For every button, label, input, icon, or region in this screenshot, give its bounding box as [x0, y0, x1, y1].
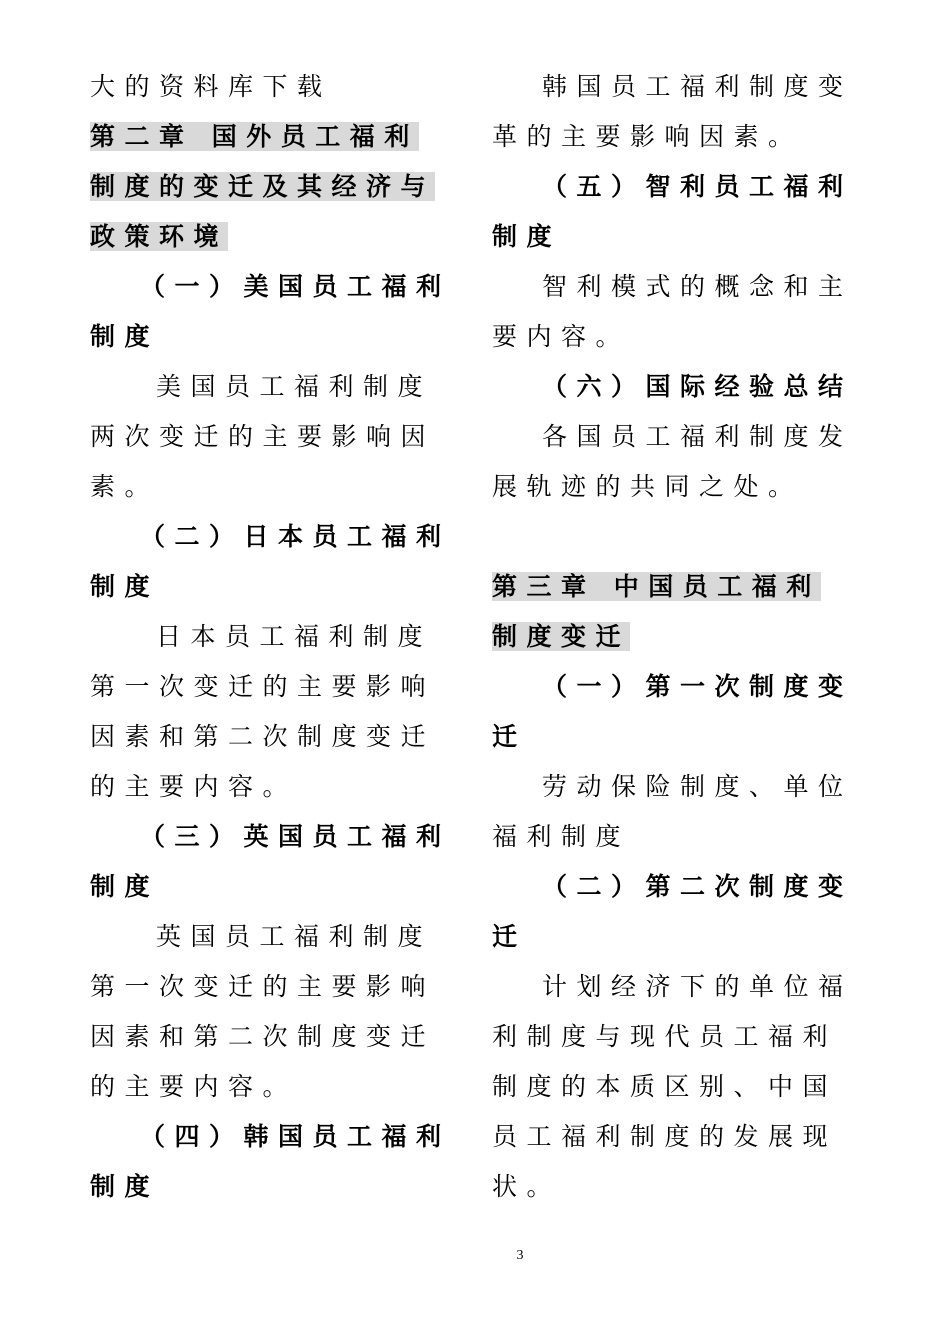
section-heading: 制度: [90, 322, 160, 351]
paragraph-line: 因素和第二次制度变迁: [90, 1022, 436, 1051]
section-heading: （一）美国员工福利: [140, 272, 451, 301]
page-number: 3: [516, 1248, 524, 1263]
section-heading: 迁: [492, 722, 527, 751]
paragraph-line: 利制度与现代员工福利: [492, 1022, 838, 1051]
section-heading: （五）智利员工福利: [542, 172, 853, 201]
section-heading: 制度: [90, 1172, 160, 1201]
paragraph-line: 素。: [90, 472, 160, 501]
chapter-heading-line: 第二章 国外员工福利: [90, 122, 419, 151]
chapter-heading-line: 制度变迁: [492, 622, 631, 651]
section-heading: （四）韩国员工福利: [140, 1122, 451, 1151]
left-column: [90, 62, 460, 1212]
paragraph-line: 状。: [492, 1172, 562, 1201]
section-heading: （六）国际经验总结: [542, 372, 853, 401]
paragraph-line: 智利模式的概念和主: [542, 272, 853, 301]
paragraph-line: 日本员工福利制度: [156, 622, 433, 651]
paragraph-line: 福利制度: [492, 822, 631, 851]
section-heading: （二）第二次制度变: [542, 872, 853, 901]
section-heading: （三）英国员工福利: [140, 822, 451, 851]
section-heading: 制度: [90, 872, 160, 901]
chapter-heading-line: 政策环境: [90, 222, 229, 251]
right-column: [492, 62, 852, 1212]
chapter-heading-line: 制度的变迁及其经济与: [90, 172, 436, 201]
paragraph-line: 美国员工福利制度: [156, 372, 433, 401]
paragraph-line: 劳动保险制度、单位: [542, 772, 853, 801]
section-heading: （二）日本员工福利: [140, 522, 451, 551]
text-line: 大的资料库下载: [90, 72, 332, 101]
paragraph-line: 的主要内容。: [90, 1072, 298, 1101]
paragraph-line: 英国员工福利制度: [156, 922, 433, 951]
paragraph-line: 的主要内容。: [90, 772, 298, 801]
paragraph-line: 两次变迁的主要影响因: [90, 422, 436, 451]
paragraph-line: 因素和第二次制度变迁: [90, 722, 436, 751]
paragraph-line: 计划经济下的单位福: [542, 972, 853, 1001]
section-heading: 制度: [492, 222, 562, 251]
paragraph-line: 各国员工福利制度发: [542, 422, 853, 451]
paragraph-line: 第一次变迁的主要影响: [90, 672, 436, 701]
paragraph-line: 制度的本质区别、中国: [492, 1072, 838, 1101]
paragraph-line: 第一次变迁的主要影响: [90, 972, 436, 1001]
paragraph-line: 员工福利制度的发展现: [492, 1122, 838, 1151]
section-heading: 制度: [90, 572, 160, 601]
paragraph-line: 革的主要影响因素。: [492, 122, 803, 151]
blank-line: [492, 512, 852, 562]
section-heading: 迁: [492, 922, 527, 951]
paragraph-line: 韩国员工福利制度变: [542, 72, 853, 101]
section-heading: （一）第一次制度变: [542, 672, 853, 701]
paragraph-line: 展轨迹的共同之处。: [492, 472, 803, 501]
chapter-heading-line: 第三章 中国员工福利: [492, 572, 821, 601]
paragraph-line: 要内容。: [492, 322, 631, 351]
